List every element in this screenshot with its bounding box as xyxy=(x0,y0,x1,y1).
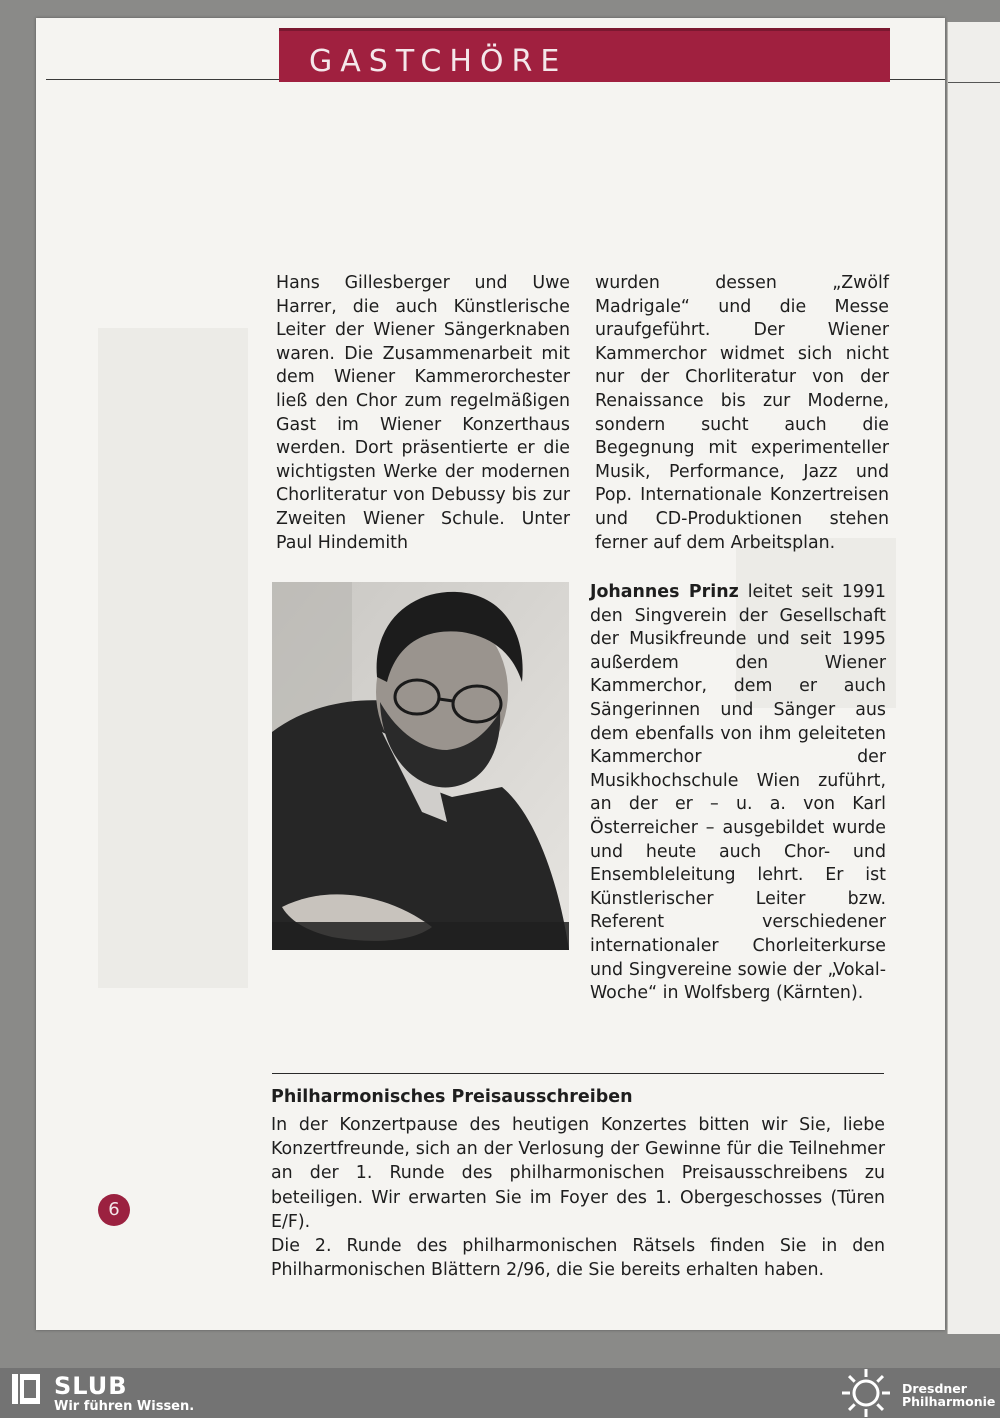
box-divider xyxy=(272,1073,884,1074)
section-title: GASTCHÖRE xyxy=(309,44,568,79)
slub-name[interactable]: SLUB xyxy=(54,1372,128,1400)
dp-line-1: Dresdner xyxy=(902,1381,967,1396)
box-heading: Philharmonisches Preisausschreiben xyxy=(271,1087,633,1107)
box-paragraph-1: In der Konzertpause des heutigen Konzertes bitten wir Sie, liebe Konzertfreunde, sich an der Verlosung der Gewinne für die Teilnehmer an der 1. Runde des philharmonischen Preisausschreibens zu beteiligen. Wir erwarten Sie im Foyer des 1. Obergeschosses (Türen E/F). xyxy=(271,1115,885,1232)
bio-paragraph xyxy=(590,581,886,1006)
adjacent-page-edge xyxy=(947,22,1000,1334)
box-paragraph-2: Die 2. Runde des philharmonischen Rätsels finden Sie in den Philharmonischen Blättern 2/96, die Sie bereits erhalten haben. xyxy=(271,1236,885,1281)
portrait-illustration xyxy=(272,582,569,950)
slub-logo-icon[interactable] xyxy=(12,1374,40,1404)
slub-tagline: Wir führen Wissen. xyxy=(54,1399,195,1414)
page-number: 6 xyxy=(98,1194,130,1226)
text-column-left: Hans Gillesberger und Uwe Harrer, die auch Künstlerische Leiter der Wiener Sängerknaben waren. Die Zusammenarbeit mit dem Wiener Kammerorchester ließ den Chor zum regelmäßigen Gast im Wiener Konzerthaus werden. Dort präsentierte er die wichtigsten Werke der modernen Chorliteratur von Debussy bis zur Zweiten Wiener Schule. Unter Paul Hindemith xyxy=(276,273,570,553)
box-body xyxy=(271,1113,885,1282)
portrait-photo xyxy=(272,582,569,950)
dp-line-2: Philharmonie xyxy=(902,1394,996,1409)
bio-text: leitet seit 1991 den Singverein der Gesellschaft der Musikfreunde und seit 1995 außerdem den Wiener Kammerchor, dem er auch Sängerinnen und Sänger aus dem ebenfalls von ihm geleiteten Kammerchor der Musikhochschule Wien zuführt, an der er – u. a. von Karl Österreicher – ausgebildet wurde und heute auch Chor- und Ensembleleitung lehrt. Er ist Künstlerischer Leiter bzw. Referent verschiedener internationaler Chorleiterkurse und Singvereine sowie der „Vokal-Woche“ in Wolfsberg (Kärnten). xyxy=(590,582,886,1004)
dresdner-philharmonie-name[interactable] xyxy=(902,1382,995,1408)
text-column-right: wurden dessen „Zwölf Madrigale“ und die Messe uraufgeführt. Der Wiener Kammerchor widmet sich nicht nur der Chorliteratur von der Renaissance bis zur Moderne, sondern sucht auch die Begegnung mit experimenteller Musik, Performance, Jazz und Pop. Internationale Konzertreisen und CD-Produktionen stehen ferner auf dem Arbeitsplan. xyxy=(595,273,889,553)
section-header xyxy=(279,28,890,82)
bio-name: Johannes Prinz xyxy=(590,582,739,602)
dresdner-philharmonie-logo-icon[interactable] xyxy=(840,1368,892,1418)
